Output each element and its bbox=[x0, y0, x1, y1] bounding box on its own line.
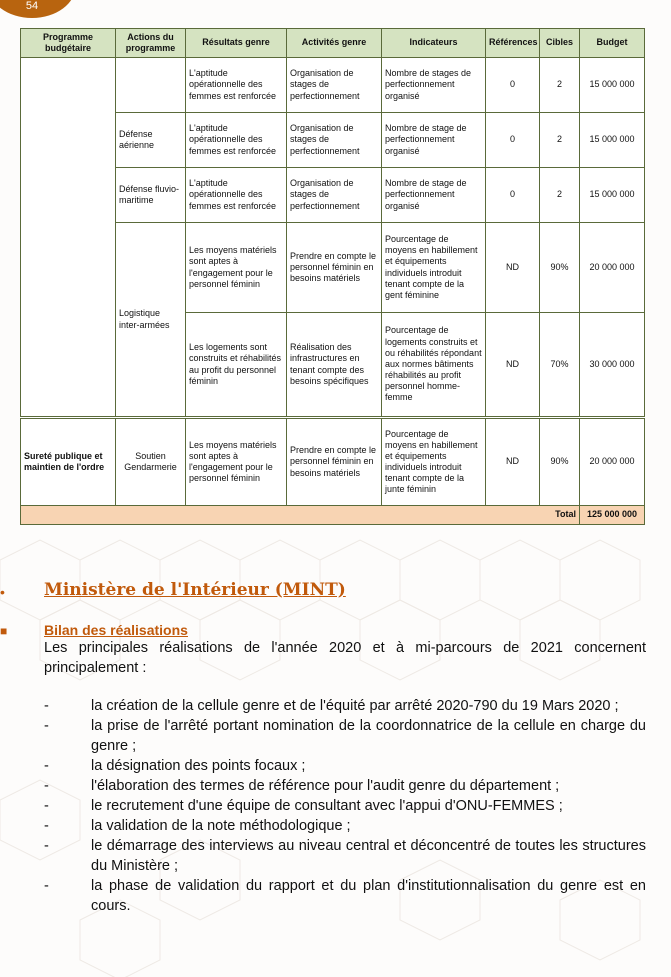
list-item: - la création de la cellule genre et de l'équité par arrêté 2020-790 du 19 Mars 2020 ; bbox=[44, 698, 619, 714]
result-cell: L'aptitude opérationnelle des femmes est renforcée bbox=[186, 58, 287, 113]
table-row bbox=[21, 58, 645, 113]
table-row bbox=[21, 418, 645, 506]
target-cell: 2 bbox=[540, 168, 580, 223]
activity-cell: Organisation de stages de perfectionnement bbox=[287, 58, 382, 113]
total-row bbox=[21, 506, 645, 525]
budget-cell: 15 000 000 bbox=[580, 58, 645, 113]
reference-cell: ND bbox=[486, 313, 540, 418]
list-item: - le recrutement d'une équipe de consultant avec l'appui d'ONU-FEMMES ; bbox=[44, 798, 563, 814]
header-budget: Budget bbox=[580, 29, 645, 58]
result-cell: Les logements sont construits et réhabilités au profit du personnel féminin bbox=[186, 313, 287, 418]
action-cell: Défense fluvio-maritime bbox=[116, 168, 186, 223]
header-indicateurs: Indicateurs bbox=[382, 29, 486, 58]
list-item: - la prise de l'arrêté portant nomination de la coordonnatrice de la cellule en charge du genre ; bbox=[44, 718, 646, 754]
activity-cell: Organisation de stages de perfectionnement bbox=[287, 113, 382, 168]
reference-cell: 0 bbox=[486, 58, 540, 113]
header-resultats: Résultats genre bbox=[186, 29, 287, 58]
list-item: - le démarrage des interviews au niveau central et déconcentré de toutes les structures du Ministère ; bbox=[44, 838, 646, 874]
total-label: Total bbox=[21, 506, 580, 525]
budget-cell: 30 000 000 bbox=[580, 313, 645, 418]
target-cell: 90% bbox=[540, 418, 580, 506]
program-cell-empty bbox=[21, 58, 116, 418]
list-item: - la validation de la note méthodologique ; bbox=[44, 818, 351, 834]
gender-budget-table bbox=[20, 28, 645, 525]
result-cell: L'aptitude opérationnelle des femmes est renforcée bbox=[186, 113, 287, 168]
header-programme: Programme budgétaire bbox=[21, 29, 116, 58]
header-references: Références bbox=[486, 29, 540, 58]
section-title: Ministère de l'Intérieur (MINT) bbox=[44, 580, 346, 600]
budget-cell: 15 000 000 bbox=[580, 113, 645, 168]
activity-cell: Prendre en compte le personnel féminin en besoins matériels bbox=[287, 223, 382, 313]
result-cell: L'aptitude opérationnelle des femmes est renforcée bbox=[186, 168, 287, 223]
list-item: - la désignation des points focaux ; bbox=[44, 758, 306, 774]
reference-cell: 0 bbox=[486, 113, 540, 168]
reference-cell: ND bbox=[486, 223, 540, 313]
subsection-bullet: ■ bbox=[0, 624, 8, 638]
activity-cell: Prendre en compte le personnel féminin en besoins matériels bbox=[287, 418, 382, 506]
activity-cell: Organisation de stages de perfectionnement bbox=[287, 168, 382, 223]
activity-cell: Réalisation des infrastructures en tenant compte des besoins spécifiques bbox=[287, 313, 382, 418]
action-cell bbox=[116, 58, 186, 113]
program-cell: Sureté publique et maintien de l'ordre bbox=[21, 418, 116, 506]
indicator-cell: Pourcentage de moyens en habillement et équipements individuels introduit tenant compte de la junte féminin bbox=[382, 418, 486, 506]
target-cell: 70% bbox=[540, 313, 580, 418]
indicator-cell: Nombre de stages de perfectionnement organisé bbox=[382, 58, 486, 113]
indicator-cell: Nombre de stage de perfectionnement organisé bbox=[382, 113, 486, 168]
indicator-cell: Pourcentage de logements construits et ou réhabilités répondant aux normes bâtiments réhabilités au profit personnel homme-femme bbox=[382, 313, 486, 418]
action-cell: Soutien Gendarmerie bbox=[116, 418, 186, 506]
list-item: - la phase de validation du rapport et du plan d'institutionnalisation du genre est en cours. bbox=[44, 878, 646, 914]
target-cell: 2 bbox=[540, 58, 580, 113]
section-bullet: • bbox=[0, 584, 5, 600]
header-actions: Actions du programme bbox=[116, 29, 186, 58]
subsection-title: Bilan des réalisations bbox=[44, 622, 188, 638]
achievements-list bbox=[44, 696, 646, 916]
target-cell: 2 bbox=[540, 113, 580, 168]
budget-cell: 15 000 000 bbox=[580, 168, 645, 223]
page-number: 54 bbox=[25, 0, 39, 12]
result-cell: Les moyens matériels sont aptes à l'engagement pour le personnel féminin bbox=[186, 418, 287, 506]
action-cell: Défense aérienne bbox=[116, 113, 186, 168]
action-cell: Logistique inter-armées bbox=[116, 223, 186, 418]
header-cibles: Cibles bbox=[540, 29, 580, 58]
intro-paragraph: Les principales réalisations de l'année 2020 et à mi-parcours de 2021 concernent principalement : bbox=[44, 640, 646, 676]
target-cell: 90% bbox=[540, 223, 580, 313]
result-cell: Les moyens matériels sont aptes à l'engagement pour le personnel féminin bbox=[186, 223, 287, 313]
reference-cell: 0 bbox=[486, 168, 540, 223]
indicator-cell: Nombre de stage de perfectionnement organisé bbox=[382, 168, 486, 223]
budget-cell: 20 000 000 bbox=[580, 223, 645, 313]
reference-cell: ND bbox=[486, 418, 540, 506]
total-value: 125 000 000 bbox=[580, 506, 645, 525]
budget-cell: 20 000 000 bbox=[580, 418, 645, 506]
table-header-row bbox=[21, 29, 645, 58]
indicator-cell: Pourcentage de moyens en habillement et équipements individuels introduit tenant compte de la gent féminine bbox=[382, 223, 486, 313]
list-item: - l'élaboration des termes de référence pour l'audit genre du département ; bbox=[44, 778, 560, 794]
header-activites: Activités genre bbox=[287, 29, 382, 58]
